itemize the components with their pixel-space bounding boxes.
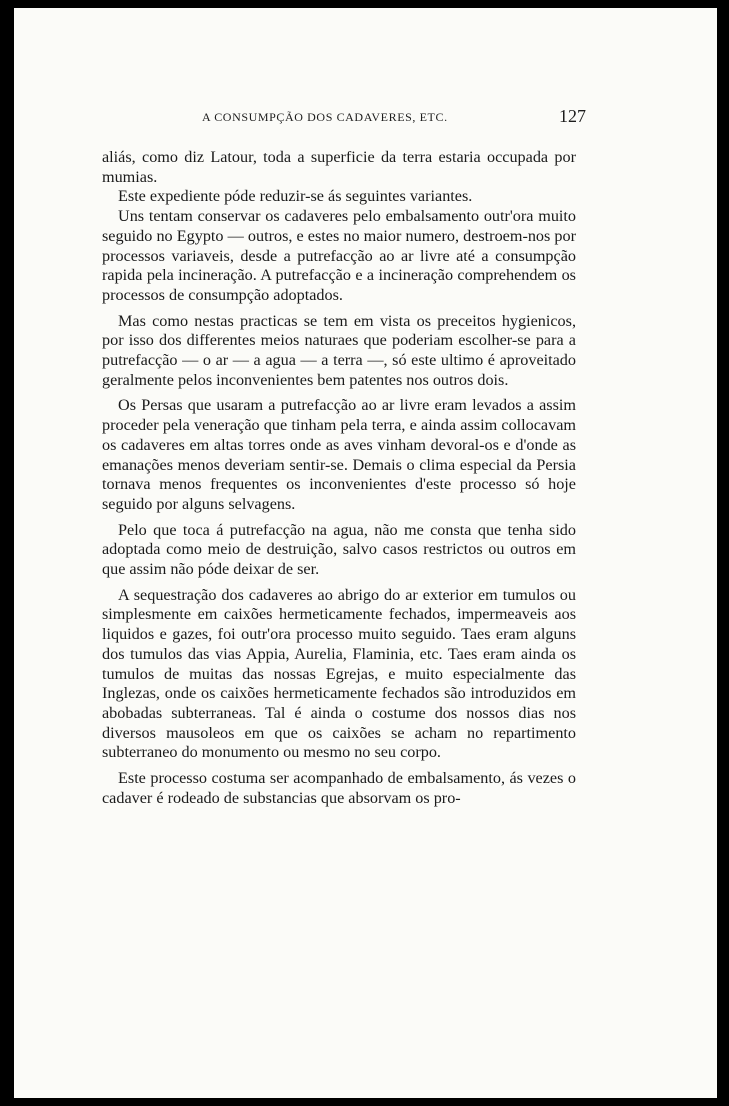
paragraph: aliás, como diz Latour, toda a superficie da terra estaria occupada por mumias. bbox=[102, 148, 576, 186]
paragraph: Mas como nestas practicas se tem em vista os preceitos hygienicos, por isso dos differentes meios naturaes que poderiam escolher-se para a putrefacção — o ar — a agua — a terra —, só este ultimo é aproveitado geralmente pelos inconvenientes bem patentes nos outros dois. bbox=[102, 311, 576, 389]
paragraph: Este expediente póde reduzir-se ás seguintes variantes. bbox=[118, 187, 473, 206]
paragraph: Uns tentam conservar os cadaveres pelo embalsamento outr'ora muito seguido no Egypto — outros, e estes no maior numero, destroem-nos por processos variaveis, desde a putrefacção ao ar livre até a consumpção rapida pela incineração. A putrefacção e a incineração comprehendem os processos de consumpção adoptados. bbox=[102, 207, 576, 304]
paragraph: Os Persas que usaram a putrefacção ao ar livre eram levados a assim proceder pela veneração que tinham pela terra, e ainda assim collocavam os cadaveres em altas torres onde as aves vinham devoral-os e d'onde as emanações menos deveriam sentir-se. Demais o clima especial da Persia tornava menos frequentes os inconvenientes d'este processo só hoje seguido por alguns selvagens. bbox=[102, 396, 576, 513]
page-header bbox=[202, 106, 586, 130]
paragraph: Pelo que toca á putrefacção na agua, não me consta que tenha sido adoptada como meio de destruição, salvo casos restrictos ou outros em que assim não póde deixar de ser. bbox=[102, 520, 576, 579]
page-number: 127 bbox=[559, 106, 586, 126]
paragraph: A sequestração dos cadaveres ao abrigo do ar exterior em tumulos ou simplesmente em caixões hermeticamente fechados, impermeaveis aos liquidos e gazes, foi outr'ora processo muito seguido. Taes eram alguns dos tumulos das vias Appia, Aurelia, Flaminia, etc. Taes eram ainda os tumulos de muitas das nossas Egrejas, e muito especialmente das Inglezas, onde os caixões hermeticamente fechados são introduzidos em abobadas subterraneas. Tal é ainda o costume dos nossos dias nos diversos mausoleos em que os caixões se acham no repartimento subterraneo do monumento ou mesmo no seu corpo. bbox=[102, 585, 576, 762]
paragraph: Este processo costuma ser acompanhado de embalsamento, ás vezes o cadaver é rodeado de substancias que absorvam os pro- bbox=[102, 769, 576, 807]
running-title: A CONSUMPÇÃO DOS CADAVERES, ETC. bbox=[202, 110, 448, 124]
body-text bbox=[102, 148, 576, 809]
book-page bbox=[14, 8, 717, 1098]
